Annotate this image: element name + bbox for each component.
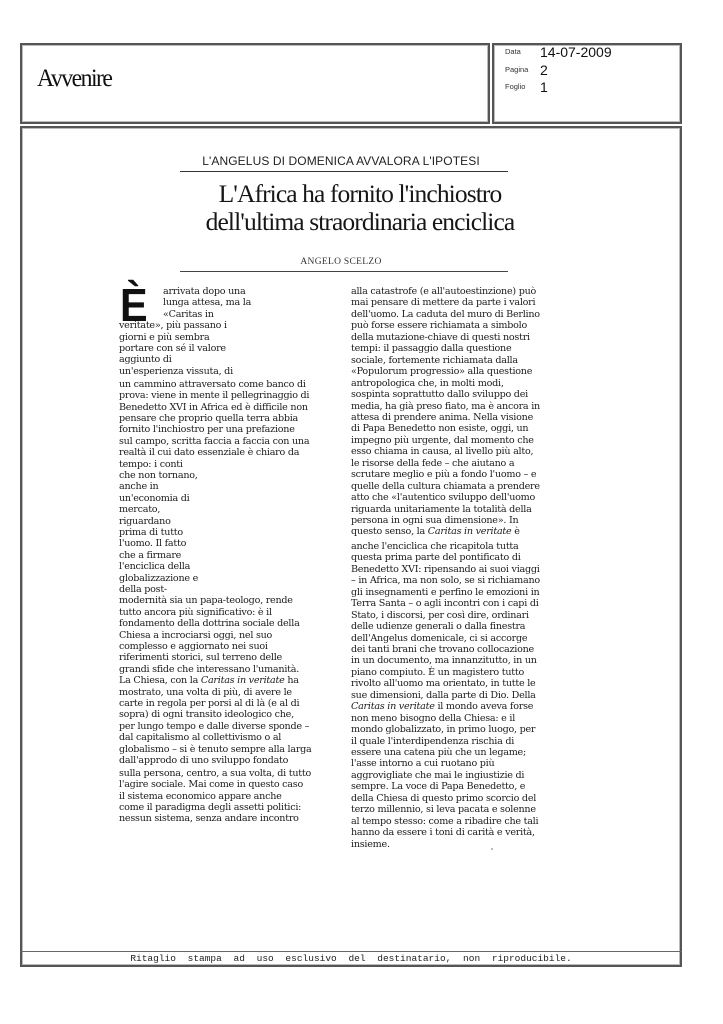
header-meta-box <box>492 43 682 124</box>
article-line <box>119 379 306 390</box>
line-text: prova: viene in mente il pellegrinaggio di <box>119 390 310 402</box>
article-line <box>119 504 160 515</box>
line-text: alla catastrofe (e all'autoestinzione) può <box>351 286 537 297</box>
article-line <box>351 526 520 537</box>
line-text: Chiesa a incrociarsi oggi, nel suo <box>119 629 273 641</box>
article-line <box>351 389 528 400</box>
article-line <box>119 709 294 720</box>
article-line <box>351 621 525 632</box>
line-text: è <box>511 526 520 538</box>
line-text: mondo globalizzato, in primo luogo, per <box>351 724 536 736</box>
line-text: al tempo stesso: come a ribadire che tali <box>351 815 539 827</box>
headline-line-2: dell'ultima straordinaria enciclica <box>205 207 515 236</box>
article-line <box>119 402 308 413</box>
article-line <box>351 587 539 598</box>
line-text: questo senso, la <box>351 526 428 538</box>
line-text: globalizzazione e <box>119 572 199 584</box>
line-text: di Papa Benedetto non esiste, oggi, un <box>351 423 529 435</box>
line-text: questa prima parte del pontificato di <box>351 552 521 564</box>
article-line <box>119 527 183 538</box>
line-text: terzo millennio, si leva pacata e solenne <box>351 804 536 816</box>
line-text: ha <box>284 675 299 687</box>
line-text: tempo: i conti <box>119 458 183 470</box>
article-line <box>119 721 309 732</box>
line-text: tempi: il passaggio dalla questione <box>351 343 512 355</box>
line-text: gli insegnamenti e perfino le emozioni in <box>351 586 540 598</box>
article-line <box>351 610 529 621</box>
kicker-rule <box>180 171 508 172</box>
article-line <box>351 297 535 308</box>
article-line <box>119 630 272 641</box>
line-text: sue dimensioni, dalla parte di Dio. Della <box>351 689 536 701</box>
line-text: grandi sfide che interessano l'umanità. <box>119 663 300 675</box>
article-line <box>351 423 528 434</box>
line-text: dal capitalismo al collettivismo o al <box>119 732 282 744</box>
article-line <box>163 309 214 320</box>
article-line <box>351 458 514 469</box>
article-line <box>351 401 540 412</box>
line-text: della mutazione-chiave di questi nostri <box>351 331 530 343</box>
line-text: pensare che proprio quella terra abbia <box>119 412 299 424</box>
article-line <box>351 355 518 366</box>
line-text: il sistema economico appare anche <box>119 790 282 802</box>
article-line <box>351 435 534 446</box>
line-text: l'asse intorno a cui ruotano più <box>351 758 495 770</box>
drop-cap: È <box>120 279 148 331</box>
line-text: anche l'enciclica che ricapitola tutta <box>351 540 519 552</box>
article-line <box>351 793 536 804</box>
article-line <box>119 516 171 527</box>
line-text: il mondo aveva forse <box>434 701 534 713</box>
article-line <box>119 791 282 802</box>
article-line <box>351 816 538 827</box>
italic-title: Caritas in veritate <box>200 675 285 687</box>
line-text: lunga attesa, ma la <box>163 297 252 309</box>
line-text: della Chiesa di questo primo scorcio del <box>351 792 537 804</box>
article-line <box>351 598 539 609</box>
meta-value-date: 14-07-2009 <box>540 43 612 60</box>
line-text: sospinta soprattutto dallo sviluppo dei <box>351 389 528 401</box>
article-line <box>351 309 540 320</box>
article-line <box>119 675 299 686</box>
article-line <box>351 446 533 457</box>
article-line <box>119 320 227 331</box>
article-line <box>119 413 298 424</box>
line-text: che a firmare <box>119 549 182 561</box>
meta-row-foglio <box>505 78 548 96</box>
line-text: attesa di prendere anima. Nella visione <box>351 411 533 423</box>
article-line <box>351 633 527 644</box>
line-text: giorni e più sembra <box>119 331 210 343</box>
line-text: quelle della cultura chiamata a prendere <box>351 480 540 492</box>
article-line <box>163 297 251 308</box>
article-line <box>119 459 183 470</box>
article-kicker: L'ANGELUS DI DOMENICA AVVALORA L'IPOTESI <box>202 154 480 168</box>
article-line <box>351 366 532 377</box>
article-line <box>119 481 158 492</box>
article-line <box>351 667 524 678</box>
article-line <box>351 827 535 838</box>
article-line <box>351 515 518 526</box>
line-text: delle udienze generali o dalla finestra <box>351 621 526 633</box>
article-line <box>351 770 524 781</box>
article-line <box>119 561 190 572</box>
line-text: piano compiuto. È un magistero tutto <box>351 666 525 678</box>
line-text: della post- <box>119 583 167 595</box>
line-text: dall'approdo di uno sviluppo fondato <box>119 754 289 766</box>
line-text: che non tornano, <box>119 469 198 481</box>
line-text: l'uomo. Il fatto <box>119 538 187 550</box>
article-line <box>119 607 272 618</box>
line-text: aggrovigliate che mai le ingiustizie di <box>351 769 525 781</box>
line-text: – in Africa, ma non solo, se si richiamano <box>351 575 540 587</box>
line-text: fondamento della dottrina sociale della <box>119 618 300 630</box>
line-text: non meno bisogno della Chiesa: e il <box>351 712 516 724</box>
line-text: «Populorum progressio» alla questione <box>351 366 533 378</box>
footer-divider <box>20 951 682 952</box>
article-line <box>119 618 300 629</box>
footer-notice: Ritaglio stampa ad uso esclusivo del destinatario, non riproducibile. <box>130 953 572 964</box>
line-text: fornito l'inchiostro per una prefazione <box>119 424 295 436</box>
line-text: l'agire sociale. Mai come in questo caso <box>119 779 303 791</box>
article-line <box>351 736 514 747</box>
meta-value-sheet: 1 <box>540 78 548 95</box>
article-line <box>351 504 532 515</box>
line-text: mai pensare di mettere da parte i valori <box>351 297 536 309</box>
line-text: un'economia di <box>119 492 190 504</box>
article-line <box>351 655 537 666</box>
line-text: antropologica che, in molti modi, <box>351 377 504 389</box>
line-text: dei tanti brani che trovano collocazione <box>351 643 534 655</box>
line-text: riferimenti storici, sul terreno delle <box>119 652 282 664</box>
article-line <box>119 744 312 755</box>
article-line <box>119 779 303 790</box>
article-line <box>119 698 299 709</box>
line-text: tutto ancora più significativo: è il <box>119 606 272 618</box>
line-text: dell'Angelus domenicale, ci si accorge <box>351 632 528 644</box>
line-text: atto che «l'autentico sviluppo dell'uomo <box>351 492 536 504</box>
line-text: può forse essere richiamata a simbolo <box>351 320 528 332</box>
article-line <box>119 493 189 504</box>
article-line <box>351 332 530 343</box>
line-text: anche in <box>119 481 159 493</box>
line-text: in un documento, ma innanzitutto, in un <box>351 655 537 667</box>
article-column-left <box>119 286 345 846</box>
line-text: rivolto all'uomo ma orientato, in tutte le <box>351 678 536 690</box>
line-text: essere una catena più che un legame; <box>351 747 526 758</box>
article-line <box>351 492 535 503</box>
article-line <box>119 447 299 458</box>
article-column-right <box>351 286 583 861</box>
line-text: mercato, <box>119 504 161 516</box>
line-text: nessun sistema, senza andare incontro <box>119 813 299 825</box>
line-text: sociale, fortemente richiamata dalla <box>351 354 518 366</box>
line-text: sempre. La voce di Papa Benedetto, e <box>351 781 526 793</box>
line-text: impegno più urgente, dal momento che <box>351 434 534 446</box>
line-text: Terra Santa – o agli incontri con i capi di <box>351 598 539 610</box>
article-line <box>119 652 282 663</box>
line-text: scrutare meglio e più a fondo l'uomo – e <box>351 469 537 481</box>
line-text: La Chiesa, con la <box>119 675 201 687</box>
line-text: come il paradigma degli assetti politici: <box>119 802 302 813</box>
article-line <box>119 755 288 766</box>
line-text: arrivata dopo una <box>163 286 246 297</box>
article-line <box>119 768 311 779</box>
line-text: riguardano <box>119 515 171 527</box>
line-text: il quale l'interdipendenza rischia di <box>351 735 515 747</box>
line-text: veritate», più passano i <box>119 320 227 332</box>
line-text: per lungo tempo e dalle diverse sponde – <box>119 720 310 732</box>
article-line <box>119 802 301 813</box>
line-text: sopra) di ogni transito ideologico che, <box>119 709 294 721</box>
article-line <box>351 690 536 701</box>
article-line <box>119 813 299 824</box>
line-text: persona in ogni sua dimensione». In <box>351 515 519 526</box>
article-line <box>119 538 186 549</box>
line-text: sul campo, scritta faccia a faccia con una <box>119 435 310 447</box>
line-text: Benedetto XVI in Africa ed è difficile non <box>119 401 308 413</box>
article-line <box>351 286 536 297</box>
line-text: globalismo – si è tenuto sempre alla larga <box>119 743 312 755</box>
line-text: Benedetto XVI: ripensando ai suoi viaggi <box>351 563 540 575</box>
line-text: Stato, i discorsi, per così dire, ordinari <box>351 609 529 621</box>
italic-title: Caritas in veritate <box>351 701 435 713</box>
article-line <box>351 412 533 423</box>
article-line <box>351 839 390 850</box>
article-line <box>351 378 504 389</box>
article-line <box>119 641 268 652</box>
article-line <box>119 584 167 595</box>
article-line <box>119 354 172 365</box>
line-text: prima di tutto <box>119 526 183 538</box>
article-line <box>351 644 534 655</box>
line-text: carte in regola per porsi al di là (e al di <box>119 697 300 709</box>
article-line <box>119 664 299 675</box>
article-line <box>351 541 519 552</box>
article-line <box>351 781 525 792</box>
line-text: hanno da essere i toni di carità e verità, <box>351 827 535 839</box>
article-line <box>119 687 292 698</box>
line-text: portare con sé il valore <box>119 343 226 354</box>
article-line <box>351 564 540 575</box>
article-line <box>351 320 527 331</box>
article-line <box>119 595 293 606</box>
article-line <box>351 758 494 769</box>
header-publication-box <box>20 43 490 124</box>
line-text: complesso e aggiornato nei suoi <box>119 640 268 652</box>
article-line <box>119 332 209 343</box>
meta-row-data <box>505 43 612 61</box>
article-line <box>119 470 198 481</box>
line-text: riguarda unitariamente la totalità della <box>351 503 532 515</box>
meta-label-pagina: Pagina <box>505 65 529 75</box>
line-text: «Caritas in <box>163 308 214 320</box>
italic-title: Caritas in veritate <box>427 526 512 538</box>
line-text: mostrato, una volta di più, di avere le <box>119 686 292 698</box>
headline-line-1: L'Africa ha fornito l'inchiostro <box>218 179 502 208</box>
article-line <box>351 724 535 735</box>
meta-value-page: 2 <box>540 61 548 78</box>
line-text: modernità sia un papa-teologo, rende <box>119 595 293 607</box>
article-line <box>351 804 536 815</box>
article-line <box>119 366 233 377</box>
article-line <box>351 747 526 758</box>
article-line <box>351 575 540 586</box>
line-text: realtà il cui dato essenziale è chiaro da <box>119 447 300 459</box>
article-line <box>119 550 181 561</box>
article-line <box>351 481 540 492</box>
line-text: esso chiama in causa, al livello più alto, <box>351 446 534 458</box>
article-line <box>119 573 198 584</box>
meta-row-pagina <box>505 61 548 79</box>
article-line <box>119 436 309 447</box>
byline-rule <box>180 271 508 272</box>
article-line <box>163 286 245 297</box>
article-line <box>351 713 515 724</box>
article-line <box>351 552 521 563</box>
article-line <box>351 469 536 480</box>
line-text: le risorse della fede – che aiutano a <box>351 457 515 469</box>
article-line <box>119 424 295 435</box>
line-text: sulla persona, centro, a sua volta, di tutto <box>119 767 312 779</box>
line-text: aggiunto di <box>119 354 172 366</box>
article-line <box>119 732 281 743</box>
line-text: media, ha già preso fiato, ma è ancora in <box>351 400 540 412</box>
article-byline: ANGELO SCELZO <box>300 257 382 267</box>
article-line <box>119 343 226 354</box>
line-text: un'esperienza vissuta, di <box>119 365 233 377</box>
article-line <box>351 678 535 689</box>
line-text: un cammino attraversato come banco di <box>119 378 306 390</box>
article-line <box>119 390 309 401</box>
print-speck <box>491 848 493 850</box>
line-text: l'enciclica della <box>119 561 191 573</box>
line-text: insieme. <box>351 838 390 850</box>
article-line <box>351 343 511 354</box>
line-text: dell'uomo. La caduta del muro di Berlino <box>351 308 540 320</box>
publication-logo: Avvenire <box>37 65 112 92</box>
article-line <box>351 701 533 712</box>
meta-label-foglio: Foglio <box>505 82 526 92</box>
meta-label-data: Data <box>505 47 521 57</box>
